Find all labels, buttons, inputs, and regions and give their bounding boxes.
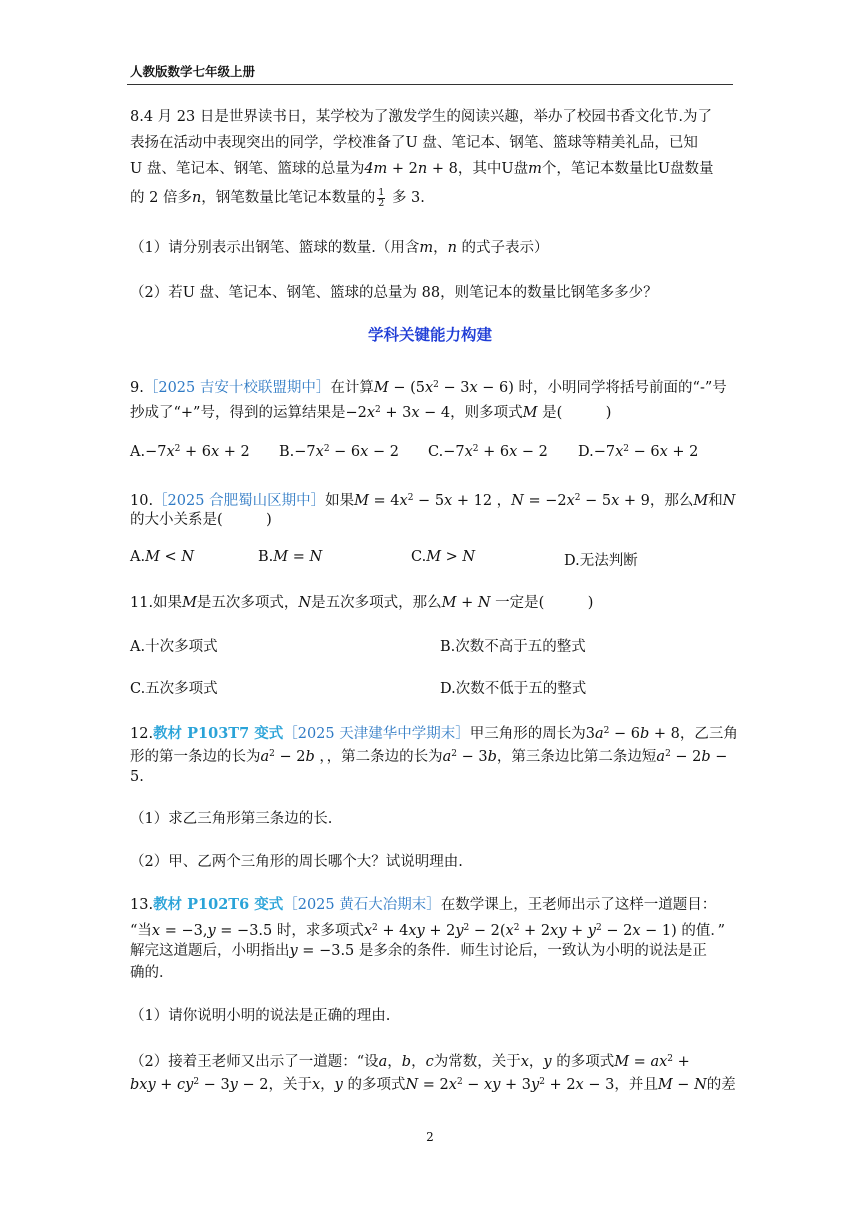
q12-sub-1: （1）求乙三角形第三条边的长. xyxy=(130,811,333,827)
q12-line-1: 12.教材 P103T7 变式［2025 天津建华中学期末］甲三角形的周长为$3a^2 - 6b + 8$，乙三角 xyxy=(130,725,738,742)
q10-option-a: A.M < N xyxy=(130,549,195,565)
q9-source: ［2025 吉安十校联盟期中］ xyxy=(143,380,331,396)
q8-line-1: 8.4 月 23 日是世界读书日，某学校为了激发学生的阅读兴趣，举办了校园书香文化节.为了 xyxy=(130,109,712,125)
q8-sub-2: （2）若U 盘、笔记本、钢笔、篮球的总量为 88，则笔记本的数量比钢笔多多少？ xyxy=(130,285,658,301)
section-title: 学科关键能力构建 xyxy=(367,326,492,344)
q9-option-b: $B.-7x^2 - 6x - 2$ xyxy=(279,444,399,460)
q10-source: ［2025 合肥蜀山区期中］ xyxy=(153,493,326,509)
q13-line-2: “当x = −3,y = −3.5 时，求多项式$x^2 + 4xy + 2y^2 - 2(x^2 + 2xy + y^2 - 2x - 1)$ 的值．” xyxy=(130,923,726,939)
q13-line-3: 解完这道题后，小明指出y = −3.5 是多余的条件．师生讨论后，一致认为小明的说法是正 xyxy=(130,943,707,959)
q11-option-d: D.次数不低于五的整式 xyxy=(440,681,587,697)
header-title: 人教版数学七年级上册 xyxy=(130,64,256,79)
q9-line-2: 抄成了“+”号，得到的运算结果是$-2x^2 + 3x - 4$，则多项式M 是( ) xyxy=(130,405,612,421)
q10-option-d: D.无法判断 xyxy=(564,553,638,569)
q9-line-1: 9.［2025 吉安十校联盟期中］在计算$M - (5x^2 - 3x - 6)$ 时，小明同学将括号前面的“-”号 xyxy=(130,380,727,396)
fraction-half: $\frac{1}{2}$ xyxy=(378,186,385,209)
q13-textbook-tag: 教材 P102T6 变式 xyxy=(153,896,284,913)
q11-option-a: A.十次多项式 xyxy=(130,639,218,655)
q12-line-2: 形的第一条边的长为$a^2 - 2b$ ，，第二条边的长为$a^2 - 3b$，第三条边比第二条边短$a^2 - 2b$ − xyxy=(130,749,728,765)
q8-sub-1: （1）请分别表示出钢笔、篮球的数量.（用含m，n 的式子表示） xyxy=(130,240,549,256)
q10-option-b: B.M = N xyxy=(258,549,323,565)
q13-sub-2-line-2: bxy + $cy^2 - 3y - 2$，关于x，y 的多项式$N = 2x^2$ − xy + $3y^2 + 2x - 3$，并且M − N的差 xyxy=(130,1077,736,1093)
page-number: 2 xyxy=(426,1130,434,1144)
q13-sub-1: （1）请你说明小明的说法是正确的理由. xyxy=(130,1008,391,1024)
q8-line-3: U 盘、笔记本、钢笔、篮球的总量为4m + 2n + 8，其中U盘m个，笔记本数量比U盘数量 xyxy=(130,161,714,177)
q8-line-2: 表扬在活动中表现突出的同学，学校准备了U 盘、笔记本、钢笔、篮球等精美礼品，已知 xyxy=(130,135,698,151)
q9-option-a: $A.-7x^2 + 6x + 2$ xyxy=(130,444,250,460)
q12-source: ［2025 天津建华中学期末］ xyxy=(283,726,470,742)
q12-sub-2: （2）甲、乙两个三角形的周长哪个大？试说明理由. xyxy=(130,854,463,870)
q9-option-d: $D.-7x^2 - 6x + 2$ xyxy=(578,444,699,460)
q12-line-3: 5. xyxy=(130,769,144,785)
q13-sub-2-line-1: （2）接着王老师又出示了一道题：“设a，b，c为常数，关于x，y 的多项式$M = ax^2$ + xyxy=(130,1054,690,1070)
q8-line-4: 的 2 倍多n，钢笔数量比笔记本数量的 $\frac{1}{2}$ 多 3. xyxy=(130,186,425,209)
q13-line-1: 13.教材 P102T6 变式［2025 黄石大冶期末］在数学课上，王老师出示了这样一道题目： xyxy=(130,896,717,913)
q10-line-2: 的大小关系是( ) xyxy=(130,512,272,528)
q11-option-b: B.次数不高于五的整式 xyxy=(440,639,586,655)
q13-line-4: 确的． xyxy=(130,965,174,981)
q13-source: ［2025 黄石大冶期末］ xyxy=(283,897,441,913)
q11-line-1: 11.如果M是五次多项式，N是五次多项式，那么M + N 一定是( ) xyxy=(130,595,594,611)
q11-option-c: C.五次多项式 xyxy=(130,681,218,697)
q12-textbook-tag: 教材 P103T7 变式 xyxy=(153,725,284,742)
header-rule xyxy=(127,84,733,85)
q10-line-1: 10.［2025 合肥蜀山区期中］如果$M = 4x^2 - 5x + 12$ ，$N = -2x^2 - 5x + 9$，那么M和N xyxy=(130,493,736,509)
q10-option-c: C.M > N xyxy=(411,549,476,565)
q9-option-c: $C.-7x^2 + 6x - 2$ xyxy=(428,444,548,460)
